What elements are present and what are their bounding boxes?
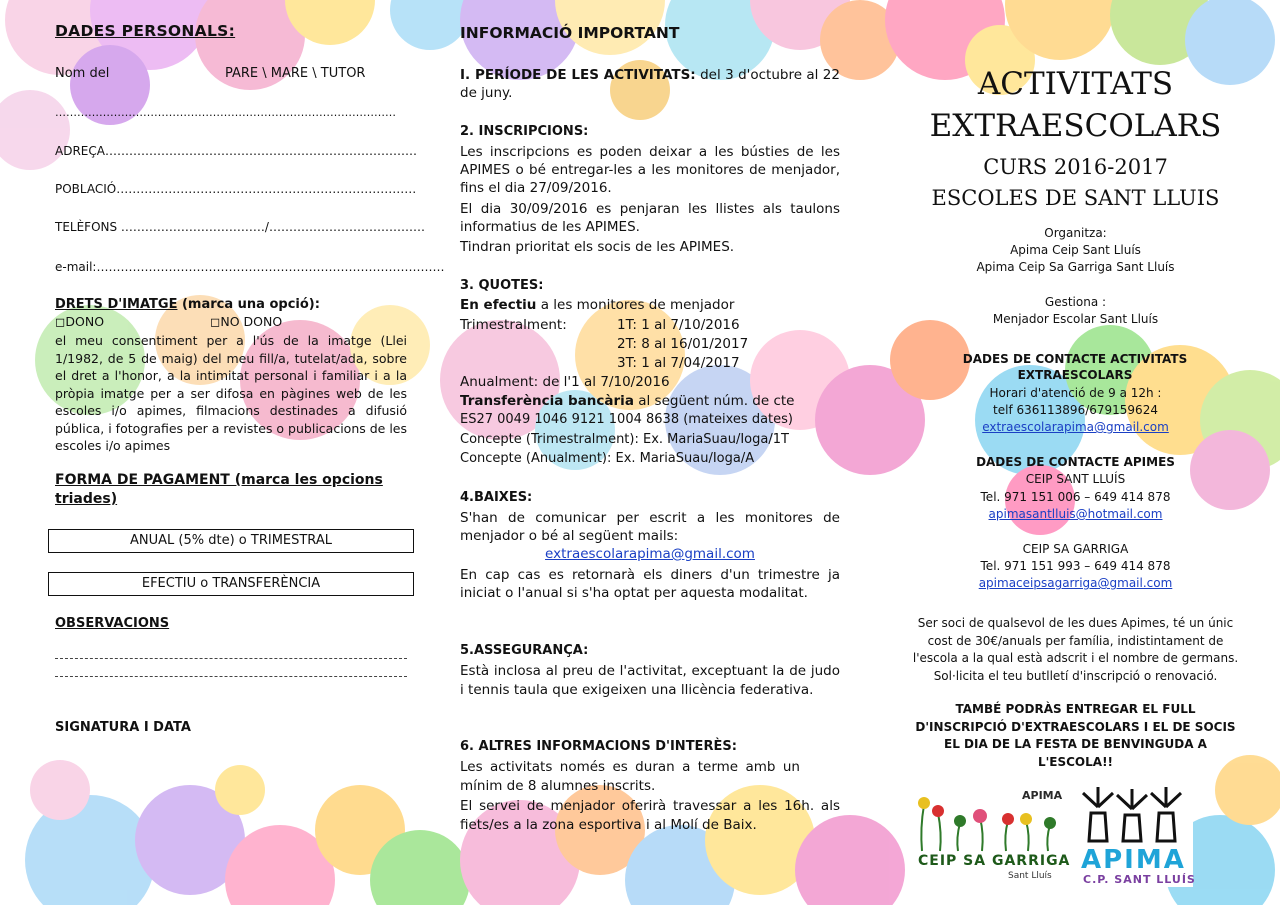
school-2-name: CEIP SA GARRIGA [1022,542,1129,556]
observations-line[interactable] [55,676,407,677]
name-label: Nom del [55,66,110,81]
apimes-contact-heading: DADES DE CONTACTE APIMES [976,455,1175,469]
fees-term-1: 1T: 1 al 7/10/2016 [617,317,740,333]
manager-name: Menjador Escolar Sant Lluís [992,312,1159,326]
schools-name: ESCOLES DE SANT LLUIS [931,186,1220,210]
activities-phone: telf 636113896/679159624 [993,403,1158,417]
insurance-text: Està inclosa al preu de l'activitat, exceptuant la de judo i tennis taula que exigeixen una llicència federativa. [460,663,840,698]
school-1-name: CEIP SANT LLUÍS [1025,472,1126,486]
membership-text: Ser soci de qualsevol de les dues Apimes, té un únic cost de 30€/anuals per família, indistintament de l'escola a la qual està adscrit i el nombre de germans. Sol·licita el teu butlletí d'inscripció o renovació. [912,616,1239,683]
information-column [460,0,840,905]
school-2-phone: Tel. 971 151 993 – 649 414 878 [980,559,1171,573]
windmills-icon [1075,783,1193,845]
school-2-email-link[interactable]: apimaceipsagarriga@gmail.com [978,576,1173,590]
fees-cash: En efectiu a les monitores de menjador [460,297,735,313]
ceip-sa-garriga-logo [910,783,1071,887]
observations-line[interactable] [55,658,407,659]
logo-1-school-name: CEIP SA GARRIGA [918,853,1071,869]
fees-term-2: 2T: 8 al 16/01/2017 [617,336,749,352]
section-cancellations-title: 4.BAIXES: [460,490,533,505]
consent-yes-checkbox[interactable]: ◻DONO [55,314,105,329]
fees-term-3: 3T: 1 al 7/04/2017 [617,355,740,371]
registration-lists-text: El dia 30/09/2016 es penjaran les llistes als taulons informatius de les APIMES. [460,201,840,235]
image-rights-heading: DRETS D'IMATGE (marca una opció): [55,297,320,312]
logo-2-name: APIMA [1081,845,1186,875]
cancellations-refund-text: En cap cas es retornarà els diners d'un trimestre ja iniciat o l'anual si s'ha optat per aquesta modalitat. [460,567,840,601]
address-field[interactable]: ADREÇA…………………………………………………………………… [55,144,417,158]
observations-heading: OBSERVACIONS [55,616,170,631]
cover-column [903,0,1248,905]
fees-iban: ES27 0049 1046 9121 1004 8638 (mateixes dates) [460,412,793,427]
image-rights-text: el meu consentiment per a l'ús de la imatge (Llei 1/1982, de 5 de maig) del meu fill/a, tutelat/ada, sobre el dret a l'honor, a la intimitat personal i familiar i a la pròpia imatge per a ser difosa en pàgines web de les escoles i/o apimes, filmacions destinades a difusió pública, i fotografies per a revistes o publicacions de les escoles i/o apimes [55,333,407,453]
town-field[interactable]: POBLACIÓ………………………………………………………………… [55,182,417,196]
fees-annual: Anualment: de l'1 al 7/10/2016 [460,374,670,390]
payment-heading: FORMA DE PAGAMENT (marca les opcions triades) [55,472,383,507]
section-other-title: 6. ALTRES INFORMACIONS D'INTERÈS: [460,739,737,754]
registration-priority-text: Tindran prioritat els socis de les APIMES. [460,239,735,255]
activities-contact-heading: DADES DE CONTACTE ACTIVITATS EXTRAESCOLARS [962,352,1188,382]
cancellations-email-link[interactable]: extraescolarapima@gmail.com [545,546,755,562]
office-hours: Horari d'atenció de 9 a 12h : [989,386,1162,400]
organizer-2: Apima Ceip Sa Garriga Sant Lluís [976,260,1175,274]
name-field[interactable]: ………………………………………………………………………………… [55,106,396,119]
personal-data-heading: DADES PERSONALS: [55,22,236,40]
section-period: I. PERÍODE DE LES ACTIVITATS: del 3 d'octubre al 22 de juny. [460,67,840,101]
phones-field[interactable]: TELÈFONS ………………………………/………………………………… [55,220,425,234]
school-1-email-link[interactable]: apimasantlluis@hotmail.com [988,507,1163,521]
registration-form-column [55,0,445,905]
payment-frequency-box[interactable]: ANUAL (5% dte) o TRIMESTRAL [48,529,414,553]
guardian-label: PARE \ MARE \ TUTOR [225,66,366,81]
logo-2-sub: C.P. SANT LLUÍS [1083,873,1196,886]
cover-title-line-2: EXTRAESCOLARS [929,108,1222,144]
manages-label: Gestiona : [1044,295,1107,309]
signature-label: SIGNATURA I DATA [55,720,191,735]
registration-text: Les inscripcions es poden deixar a les bústies de les APIMES o bé entregar-les a les monitores de menjador, fins el dia 27/09/2016. [460,144,840,196]
logo-1-apima: APIMA [1022,789,1063,802]
fees-concept-annual: Concepte (Anualment): Ex. MariaSuau/Ioga/A [460,451,755,466]
cover-title-line-1: ACTIVITATS [977,66,1174,102]
registration-notice: TAMBÉ PODRÀS ENTREGAR EL FULL D'INSCRIPCIÓ D'EXTRAESCOLARS I EL DE SOCIS EL DIA DE LA FESTA DE BENVINGUDA A L'ESCOLA!! [915,702,1236,769]
email-field[interactable]: e-mail:…………………………………………………………………………… [55,260,445,274]
cancellations-text: S'han de comunicar per escrit a les monitores de menjador o bé al següent mails: [460,510,840,544]
info-heading: INFORMACIÓ IMPORTANT [460,24,680,42]
section-insurance-title: 5.ASSEGURANÇA: [460,643,589,658]
other-minimum-text: Les activitats només es duran a terme amb un mínim de 8 alumnes inscrits. [460,759,800,794]
consent-no-checkbox[interactable]: ◻NO DONO [210,314,283,329]
section-fees-title: 3. QUOTES: [460,278,544,293]
school-1-phone: Tel. 971 151 006 – 649 414 878 [980,490,1171,504]
fees-transfer: Transferència bancària al següent núm. de cte [460,393,795,409]
organizes-label: Organitza: [1044,226,1107,240]
payment-method-box[interactable]: EFECTIU o TRANSFERÈNCIA [48,572,414,596]
fees-quarterly-label: Trimestralment: [460,317,567,333]
apima-cp-sant-lluis-logo [1075,783,1196,887]
fees-concept-quarterly: Concepte (Trimestralment): Ex. MariaSuau/Ioga/1T [460,432,789,447]
organizer-1: Apima Ceip Sant Lluís [1010,243,1141,257]
activities-email-link[interactable]: extraescolarapima@gmail.com [982,420,1169,434]
section-registration-title: 2. INSCRIPCIONS: [460,124,589,139]
course-year: CURS 2016-2017 [983,155,1168,179]
other-lunch-service-text: El servei de menjador oferirà travessar a les 16h. als fiets/es a la zona esportiva i al Molí de Baix. [460,798,840,833]
logo-1-town: Sant Lluís [1008,871,1052,881]
